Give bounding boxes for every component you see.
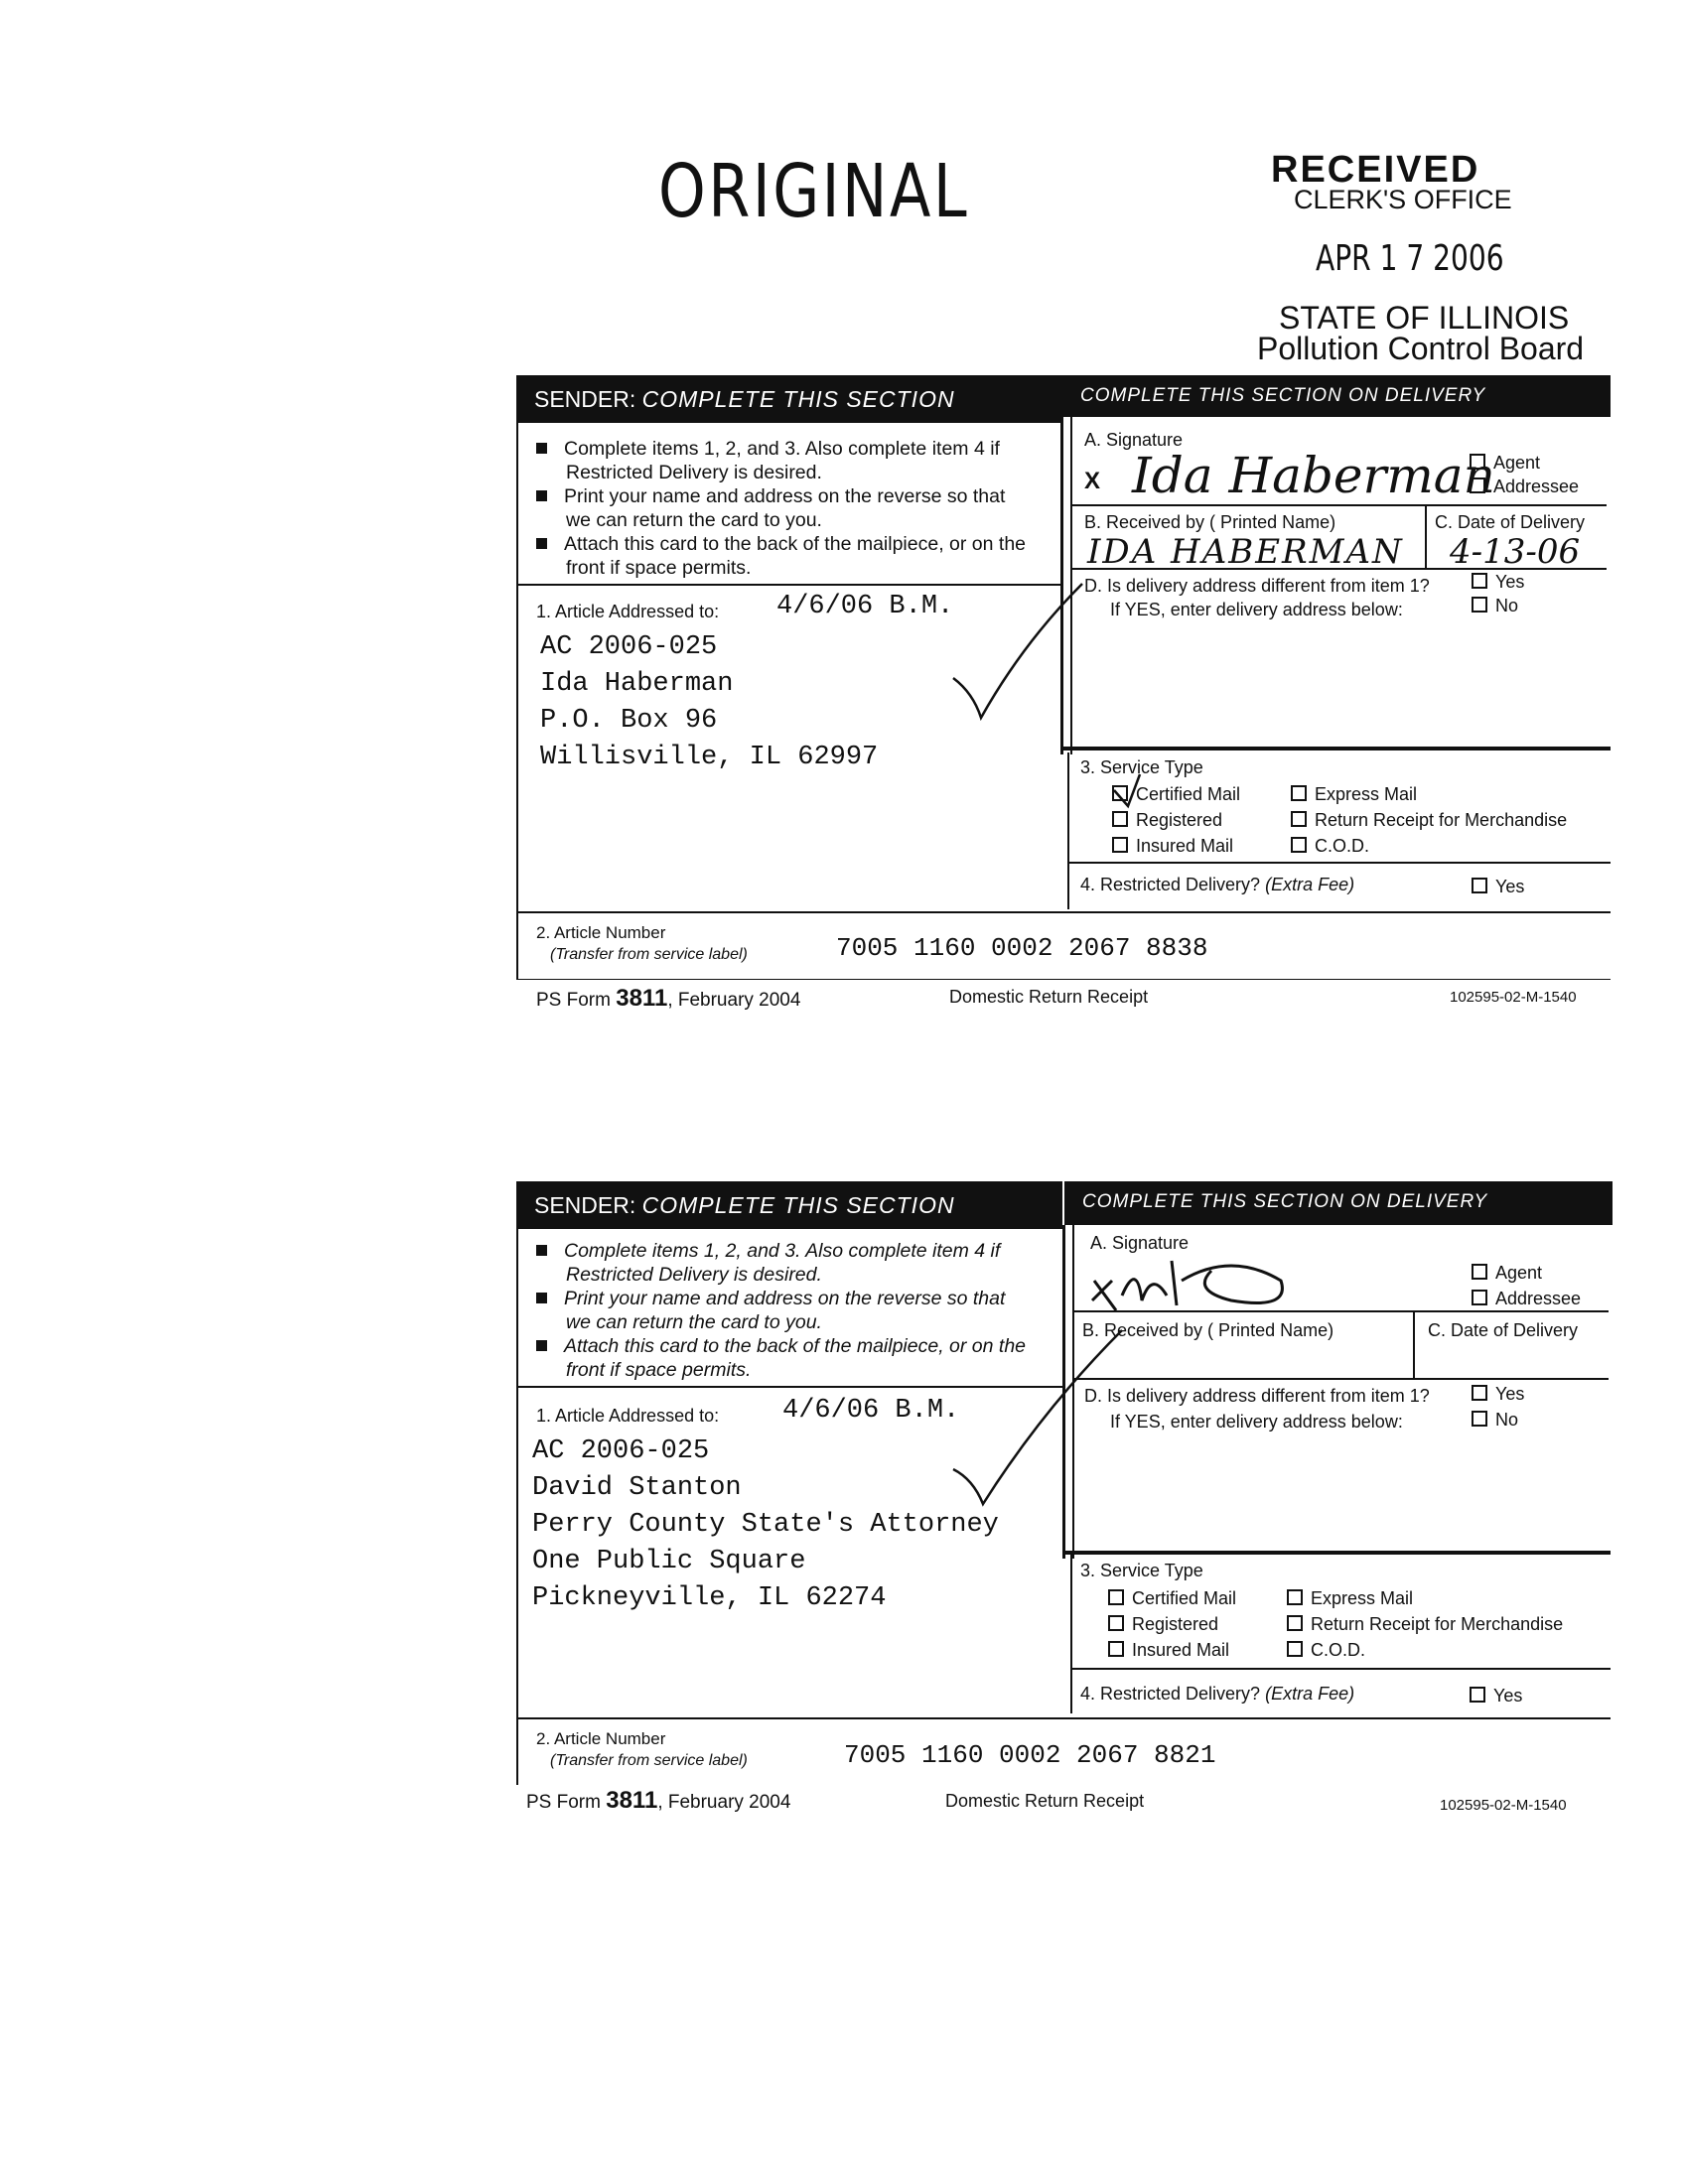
delivery-header: COMPLETE THIS SECTION ON DELIVERY: [1062, 375, 1611, 417]
addressee-option: Addressee: [1472, 1289, 1581, 1309]
certified-check-mark: [1110, 772, 1150, 822]
sender-instructions: Complete items 1, 2, and 3. Also complete item 4 if Restricted Delivery is desired. Print your name and address on the reverse so that we can return the card to you. Attach this card to the back of the mailpiece, or on the front if space permits.: [536, 437, 1033, 580]
signature-handwriting: Ida Haberman: [1132, 447, 1495, 504]
received-stamp: RECEIVED: [1271, 149, 1480, 191]
sender-instructions: Complete items 1, 2, and 3. Also complete item 4 if Restricted Delivery is desired. Print your name and address on the reverse so that we can return the card to you. Attach this card to the back of the mailpiece, or on the front if space permits.: [536, 1239, 1033, 1382]
domestic-return-receipt-label: Domestic Return Receipt: [945, 1791, 1145, 1811]
return-receipt-card-1: [516, 375, 1611, 1021]
express-option: Express Mail: [1287, 1588, 1413, 1609]
state-stamp: STATE OF ILLINOIS: [1279, 300, 1570, 336]
certified-option: Certified Mail: [1112, 784, 1240, 805]
handwritten-note: 4/6/06 B.M.: [782, 1396, 960, 1426]
service-type-label: 3. Service Type: [1080, 757, 1203, 777]
signature-label: A. Signature: [1090, 1233, 1190, 1253]
agent-option: Agent: [1470, 453, 1540, 474]
d-no-option: No: [1472, 1410, 1518, 1431]
handwritten-note: 4/6/06 B.M.: [776, 592, 954, 621]
recipient-address: AC 2006-025 David Stanton Perry County State's Attorney One Public Square Pickneyville, IL 62274: [532, 1436, 999, 1613]
cod-option: C.O.D.: [1291, 836, 1369, 857]
received-by-label: B. Received by ( Printed Name): [1084, 512, 1336, 532]
restricted-yes-option: Yes: [1472, 877, 1524, 897]
form-code: 102595-02-M-1540: [1440, 1797, 1567, 1814]
different-address-question: D. Is delivery address different from item 1?: [1084, 1386, 1430, 1406]
insured-option: Insured Mail: [1108, 1640, 1229, 1661]
check-mark: [933, 584, 1112, 733]
article-number-value: 7005 1160 0002 2067 8821: [844, 1740, 1216, 1770]
domestic-return-receipt-label: Domestic Return Receipt: [949, 987, 1149, 1007]
delivery-date-handwriting: 4-13-06: [1450, 532, 1581, 572]
insured-option: Insured Mail: [1112, 836, 1233, 857]
original-stamp: ORIGINAL: [658, 149, 970, 234]
if-yes-label: If YES, enter delivery address below:: [1110, 1412, 1403, 1432]
express-option: Express Mail: [1291, 784, 1417, 805]
transfer-label: (Transfer from service label): [550, 946, 748, 963]
received-by-label: B. Received by ( Printed Name): [1082, 1320, 1334, 1340]
if-yes-label: If YES, enter delivery address below:: [1110, 600, 1403, 619]
agent-option: Agent: [1472, 1263, 1542, 1284]
certified-option: Certified Mail: [1108, 1588, 1236, 1609]
article-number-label: 2. Article Number: [536, 923, 666, 942]
return-receipt-option: Return Receipt for Merchandise: [1291, 810, 1567, 831]
restricted-delivery-label: 4. Restricted Delivery? (Extra Fee): [1080, 875, 1355, 894]
delivery-header: COMPLETE THIS SECTION ON DELIVERY: [1064, 1181, 1613, 1225]
received-date-stamp: APR 1 7 2006: [1316, 238, 1504, 279]
restricted-yes-option: Yes: [1470, 1686, 1522, 1706]
check-mark: [933, 1330, 1132, 1509]
article-addressed-label: 1. Article Addressed to:: [536, 602, 720, 621]
form-code: 102595-02-M-1540: [1450, 989, 1577, 1006]
registered-option: Registered: [1112, 810, 1222, 831]
service-type-label: 3. Service Type: [1080, 1561, 1203, 1580]
addressee-option: Addressee: [1470, 477, 1579, 497]
sender-header: SENDER: COMPLETE THIS SECTION: [516, 375, 1062, 423]
d-yes-option: Yes: [1472, 1384, 1524, 1405]
recipient-address: AC 2006-025 Ida Haberman P.O. Box 96 Willisville, IL 62997: [540, 632, 879, 772]
printed-name-handwriting: IDA HABERMAN: [1087, 532, 1404, 572]
signature-scrawl: [1082, 1241, 1321, 1320]
board-stamp: Pollution Control Board: [1257, 331, 1585, 366]
article-addressed-label: 1. Article Addressed to:: [536, 1406, 720, 1426]
date-of-delivery-label: C. Date of Delivery: [1428, 1320, 1579, 1340]
article-number-value: 7005 1160 0002 2067 8838: [836, 933, 1208, 963]
registered-option: Registered: [1108, 1614, 1218, 1635]
d-yes-option: Yes: [1472, 572, 1524, 593]
signature-label: A. Signature: [1084, 430, 1184, 450]
sender-header: SENDER: COMPLETE THIS SECTION: [516, 1181, 1062, 1229]
cod-option: C.O.D.: [1287, 1640, 1365, 1661]
d-no-option: No: [1472, 596, 1518, 616]
return-receipt-card-2: [516, 1181, 1611, 1827]
restricted-delivery-label: 4. Restricted Delivery? (Extra Fee): [1080, 1684, 1355, 1704]
transfer-label: (Transfer from service label): [550, 1752, 748, 1769]
ps-form-label: PS Form 3811, February 2004: [536, 985, 801, 1012]
article-number-label: 2. Article Number: [536, 1729, 666, 1748]
return-receipt-option: Return Receipt for Merchandise: [1287, 1614, 1563, 1635]
clerks-office-stamp: CLERK'S OFFICE: [1294, 185, 1512, 214]
different-address-question: D. Is delivery address different from item 1?: [1084, 576, 1430, 596]
x-mark: X: [1084, 468, 1101, 494]
date-of-delivery-label: C. Date of Delivery: [1435, 512, 1586, 532]
ps-form-label: PS Form 3811, February 2004: [526, 1787, 791, 1814]
